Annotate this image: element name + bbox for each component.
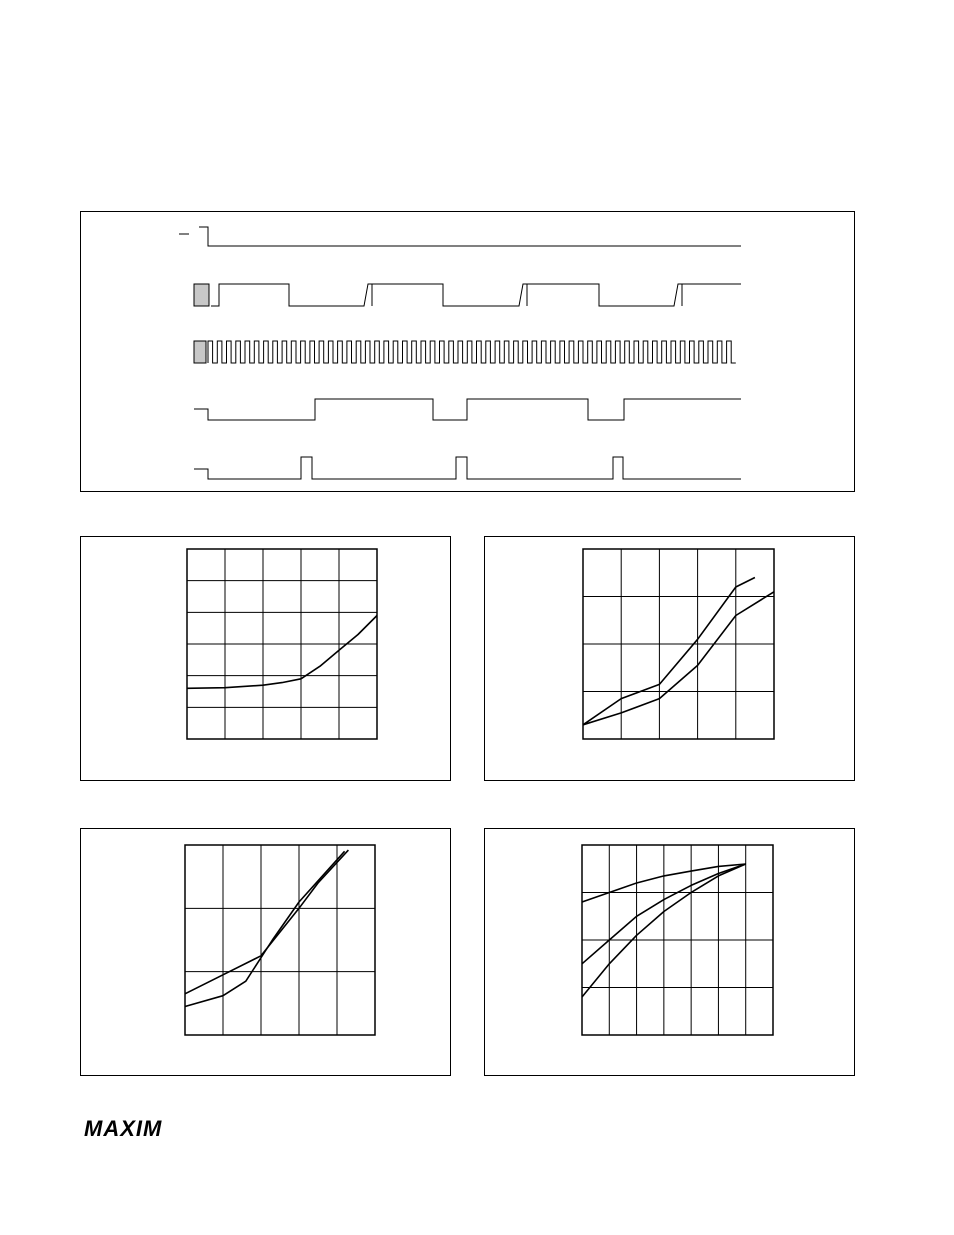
chart-panel-1 (80, 536, 451, 781)
timing-diagram-panel (80, 211, 855, 492)
chart-panel-3 (80, 828, 451, 1076)
sstrb-shaded-block (194, 284, 209, 306)
chart-panel-4 (484, 828, 855, 1076)
series-line-curve-a (185, 850, 348, 994)
chart-3-plot (184, 844, 376, 1036)
series-line-upper (583, 578, 755, 725)
chart-2-plot (582, 548, 775, 740)
signal-dout-waveform (194, 399, 741, 420)
sclk-shaded-block (194, 341, 206, 363)
series-line-curve (187, 616, 377, 689)
timing-diagram (81, 212, 854, 491)
signal-eoc-waveform (194, 457, 741, 479)
chart-1-plot (186, 548, 378, 740)
signal-sclk-waveform (208, 341, 736, 363)
series-line-curve-b (185, 851, 345, 1006)
signal-sstrb-waveform (211, 284, 741, 306)
signal-cs-waveform (199, 227, 741, 246)
signal-sstrb-inner (372, 284, 682, 306)
chart-panel-2 (484, 536, 855, 781)
chart-4-plot (581, 844, 774, 1036)
maxim-logo: MAXIM (84, 1116, 163, 1141)
plot-frame (185, 845, 375, 1035)
